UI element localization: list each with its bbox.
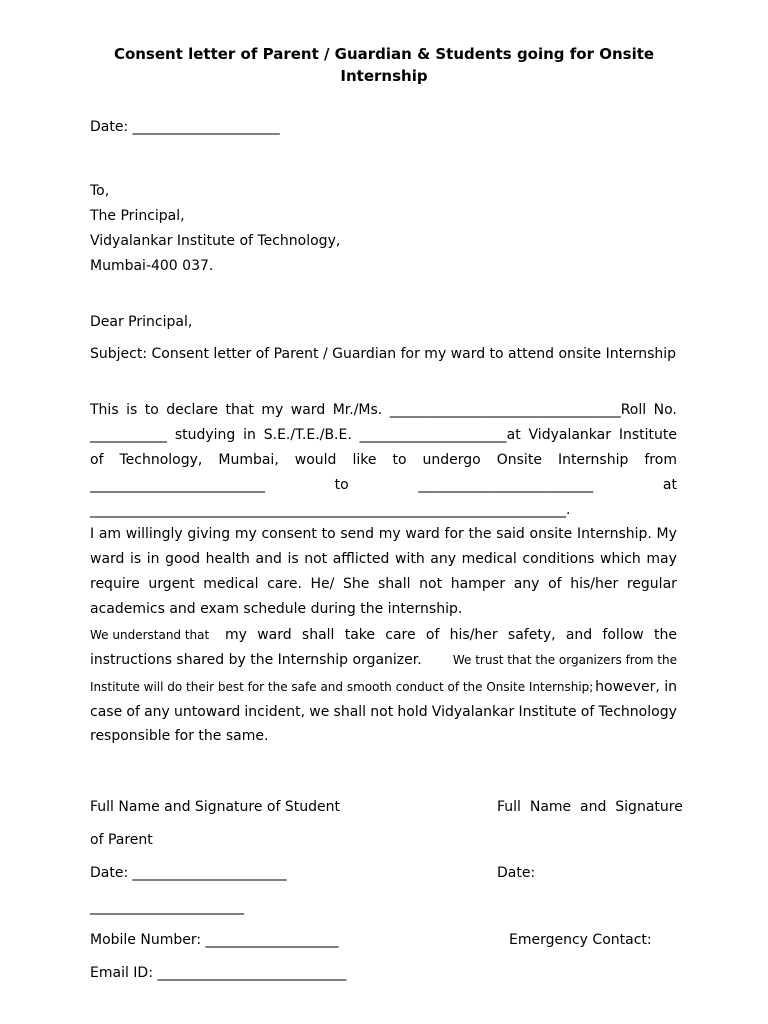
word: of [425, 627, 440, 643]
word: incident, [244, 704, 306, 720]
understanding-line-1 [90, 625, 677, 645]
word: ward [405, 526, 440, 542]
word: declare [166, 402, 218, 418]
word: not [304, 551, 328, 567]
understanding-line-2-small: We trust that the organizers from the [452, 653, 677, 667]
word: onsite [529, 526, 573, 542]
word: with [395, 551, 425, 567]
word: ___________ [90, 427, 167, 443]
word: and [255, 551, 282, 567]
word: He/ [310, 576, 335, 592]
word: the [468, 526, 492, 542]
word: conditions [522, 551, 595, 567]
mobile-number-field: Mobile Number: ___________________ [90, 932, 339, 948]
word: shall [333, 704, 367, 720]
word: hamper [450, 576, 506, 592]
title-line-1: Consent letter of Parent / Guardian & Students going for Onsite [113, 45, 655, 63]
parent-date-line: ______________________ [90, 899, 244, 915]
word: Internship [557, 452, 629, 468]
word: Institute [518, 704, 577, 720]
understanding-line-1-rest [225, 625, 677, 645]
word: am [98, 526, 122, 542]
understanding-line-5: responsible for the same. [90, 728, 269, 744]
declaration-line-5: ____________________________________________________________________. [90, 502, 571, 518]
word: ward [90, 551, 125, 567]
word: to [392, 452, 407, 468]
consent-line-1 [90, 524, 677, 544]
word: My [656, 526, 677, 542]
word: send [340, 526, 375, 542]
word: any [144, 704, 170, 720]
word: Mumbai, [218, 452, 279, 468]
word: any [430, 551, 457, 567]
word: undergo [422, 452, 481, 468]
word: Technology, [119, 452, 203, 468]
declaration-line-4 [90, 475, 677, 495]
consent-line-3 [90, 574, 677, 594]
word: and [565, 627, 593, 643]
consent-line-4: academics and exam schedule during the internship. [90, 601, 463, 617]
word: his/her [570, 576, 619, 592]
word: of [548, 576, 562, 592]
word: in [243, 427, 256, 443]
word: like [352, 452, 377, 468]
word: that [225, 402, 254, 418]
word: take [344, 627, 375, 643]
word: ward [257, 627, 292, 643]
subject-line: Subject: Consent letter of Parent / Guardian for my ward to attend onsite Internship [90, 346, 677, 362]
letter-title [100, 43, 668, 87]
consent-line-2 [90, 549, 677, 569]
word: good [165, 551, 201, 567]
understanding-line-1-small: We understand that [90, 628, 210, 642]
word: _________________________________Roll [389, 402, 647, 418]
parent-signature-label-cont: of Parent [90, 832, 153, 848]
declaration-line-2 [90, 425, 677, 445]
word: afflicted [332, 551, 390, 567]
word: would [294, 452, 337, 468]
word: hold [397, 704, 428, 720]
word: not [419, 576, 443, 592]
title-line-2: Internship [340, 67, 428, 85]
understanding-line-2-normal: instructions shared by the Internship organizer. [90, 652, 422, 668]
word: is [287, 551, 299, 567]
word: my [261, 402, 284, 418]
word: shall [378, 576, 411, 592]
word: consent [261, 526, 317, 542]
word: is [130, 551, 142, 567]
emergency-contact-label: Emergency Contact: [509, 932, 652, 948]
word: said [496, 526, 525, 542]
word: Vidyalankar [431, 704, 515, 720]
word: which [600, 551, 641, 567]
address-institute: Vidyalankar Institute of Technology, [90, 233, 341, 249]
declaration-line-1 [90, 400, 677, 420]
word: S.E./T.E./B.E. [263, 427, 352, 443]
student-signature-label: Full Name and Signature of Student [90, 799, 340, 815]
understanding-line-3 [90, 677, 677, 697]
student-date-field: Date: ______________________ [90, 865, 287, 881]
word: Internship. [576, 526, 652, 542]
word: urgent [148, 576, 195, 592]
word: untoward [174, 704, 241, 720]
word: require [90, 576, 140, 592]
date-field: Date: _____________________ [90, 119, 280, 135]
word: _________________________ [418, 477, 594, 493]
word: at [662, 477, 677, 493]
word: from [644, 452, 677, 468]
parent-date-label: Date: [497, 865, 536, 881]
word: the [654, 627, 677, 643]
word: of [126, 704, 140, 720]
word: medical [203, 576, 259, 592]
word: case [90, 704, 123, 720]
word: may [646, 551, 677, 567]
declaration-line-3 [90, 450, 677, 470]
word: willingly [125, 526, 183, 542]
email-id-field: Email ID: ___________________________ [90, 965, 347, 981]
word: is [126, 402, 138, 418]
address-city: Mumbai-400 037. [90, 258, 214, 274]
address-to: To, [90, 183, 110, 199]
word: care. [267, 576, 302, 592]
word: of [90, 452, 104, 468]
word: of [580, 704, 595, 720]
word: ward [290, 402, 326, 418]
word: Onsite [496, 452, 542, 468]
word: studying [174, 427, 236, 443]
word: my [378, 526, 401, 542]
word: Vidyalankar [528, 427, 611, 443]
word: to [321, 526, 336, 542]
word: giving [187, 526, 231, 542]
salutation: Dear Principal, [90, 314, 193, 330]
word: any [513, 576, 540, 592]
parent-signature-label: Full Name and Signature [497, 799, 683, 815]
word: She [343, 576, 370, 592]
word: Mr./Ms. [332, 402, 383, 418]
word: to [334, 477, 349, 493]
word: in [146, 551, 160, 567]
understanding-line-2 [90, 650, 677, 670]
word: I [90, 526, 95, 542]
word: to [144, 402, 159, 418]
word: for [444, 526, 464, 542]
word: care [385, 627, 416, 643]
understanding-line-3-small: Institute will do their best for the safe and smooth conduct of the Onsite Internship; [90, 680, 594, 694]
address-recipient: The Principal, [90, 208, 185, 224]
word: we [309, 704, 330, 720]
word: _________________________ [90, 477, 265, 493]
word: Institute [618, 427, 677, 443]
word: This [90, 402, 119, 418]
word: my [234, 526, 257, 542]
word: No. [653, 402, 677, 418]
word: health [205, 551, 250, 567]
word: shall [301, 627, 335, 643]
word: regular [626, 576, 677, 592]
word: medical [461, 551, 517, 567]
word: _____________________at [359, 427, 521, 443]
word: his/her [449, 627, 498, 643]
understanding-line-4 [90, 702, 677, 722]
understanding-line-3-normal: however, in [595, 679, 677, 695]
word: not [370, 704, 394, 720]
word: Technology [598, 704, 677, 720]
word: safety, [507, 627, 556, 643]
word: follow [602, 627, 644, 643]
word: my [225, 627, 247, 643]
